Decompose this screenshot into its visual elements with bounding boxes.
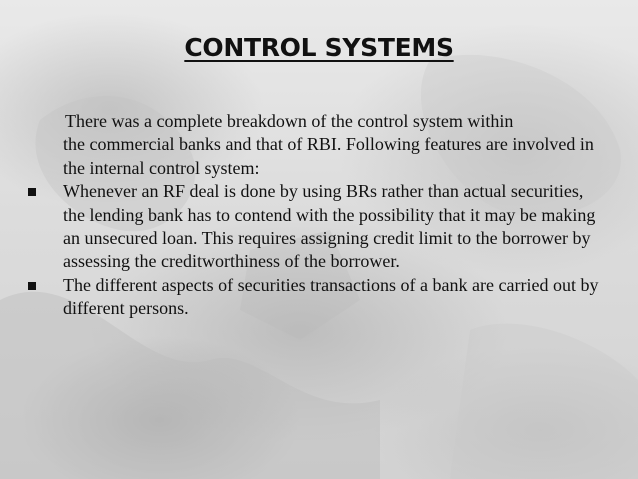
bullet-list [18, 180, 604, 320]
list-item-text: Whenever an RF deal is done by using BRs rather than actual securities, the lending bank has to contend with the possibility that it may be making an unsecured loan. This requires assigning credit limit to the borrower by assessing the creditworthiness of the borrower. [63, 181, 596, 272]
slide-body [18, 110, 604, 321]
intro-first-line: There was a complete breakdown of the control system within [65, 111, 514, 131]
square-bullet-icon [28, 282, 36, 290]
list-item [18, 274, 604, 321]
slide-title: CONTROL SYSTEMS [184, 33, 454, 62]
list-item-text: The different aspects of securities transactions of a bank are carried out by different persons. [63, 274, 599, 319]
intro-paragraph [18, 110, 604, 180]
list-item [18, 180, 604, 274]
intro-continuation: the commercial banks and that of RBI. Following features are involved in the internal control system: [63, 134, 594, 178]
square-bullet-icon [28, 188, 36, 196]
